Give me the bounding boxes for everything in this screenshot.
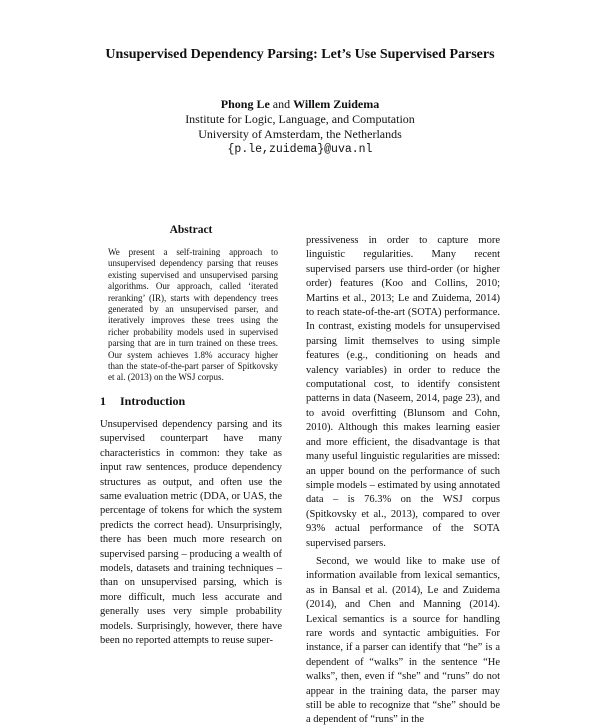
- section-heading-introduction: [100, 394, 282, 409]
- right-column: [306, 234, 500, 728]
- right-paragraph-2: Second, we would like to make use of information available from lexical semantics, as in Bansal et al. (2014), Le and Zuidema (2014), and Chen and Manning (2014). Lexical semantics is a source for handling rare words and syntactic ambiguities. For instance, if a parser can identify that “he” is a dependent of “walks” in the sentence “He walks”, then, even if “she” and “runs” do not appear in the training data, the parser may still be able to recognize that “she” should be a dependent of “runs” in the: [306, 555, 500, 726]
- author-email: {p.le,zuidema}@uva.nl: [227, 143, 373, 156]
- affiliation-line-2: University of Amsterdam, the Netherlands: [198, 127, 402, 141]
- intro-paragraph-1: Unsupervised dependency parsing and its supervised counterpart have many characteristics in common: they take as input raw sentences, produce dependency structures as output, and often use the same evaluation metric (DDA, or UAS, the percentage of tokens for which the system predicts the correct head). Unsurprisingly, there has been much more research on supervised parsing – producing a wealth of models, datasets and training techniques – than on unsupervised parsing, which is more difficult, much less accurate and generally uses very simple probability models. Surprisingly, however, there have been no reported attempts to reuse super-: [100, 418, 282, 646]
- right-paragraph-1: pressiveness in order to capture more linguistic regularities. Many recent supervised parsers use third-order (or higher order) features (Koo and Collins, 2010; Martins et al., 2013; Le and Zuidema, 2014) to reach state-of-the-art (SOTA) performance. In contrast, existing models for unsupervised parsing limit themselves to using simple features (e.g., conditioning on heads and valency variables) in order to reduce the computational cost, to identify consistent patterns in data (Naseem, 2014, page 23), and to avoid overfitting (Blunsom and Cohn, 2010). Although this makes learning easier and more efficient, the disadvantage is that many useful linguistic regularities are missed: an upper bound on the performance of such simple models – estimated by using annotated data – is 76.3% on the WSJ corpus (Spitkovsky et al., 2013), compared to over 93% actual performance of the SOTA supervised parsers.: [306, 235, 500, 549]
- author-names: [0, 97, 600, 112]
- paper-title: Unsupervised Dependency Parsing: Let’s Use Supervised Parsers: [105, 47, 495, 62]
- section-title: Introduction: [120, 393, 186, 408]
- author-2: Willem Zuidema: [293, 97, 380, 111]
- left-column: [100, 224, 282, 648]
- affiliation-line-1: Institute for Logic, Language, and Computation: [185, 112, 415, 126]
- author-1: Phong Le: [220, 97, 270, 111]
- author-block: [0, 97, 600, 157]
- abstract-text: We present a self-training approach to unsupervised dependency parsing that reuses existing supervised and unsupervised parsing algorithms. Our approach, called ‘iterated reranking’ (IR), starts with dependency trees generated by an unsupervised parser, and iteratively improves these trees using the richer probability models used in supervised parsing that are in turn trained on these trees. Our system achieves 1.8% accuracy higher than the state-of-the-part parser of Spitkovsky et al. (2013) on the WSJ corpus.: [108, 247, 278, 383]
- abstract-heading: Abstract: [169, 224, 213, 236]
- author-separator: and: [269, 97, 294, 111]
- section-number: 1: [100, 393, 106, 408]
